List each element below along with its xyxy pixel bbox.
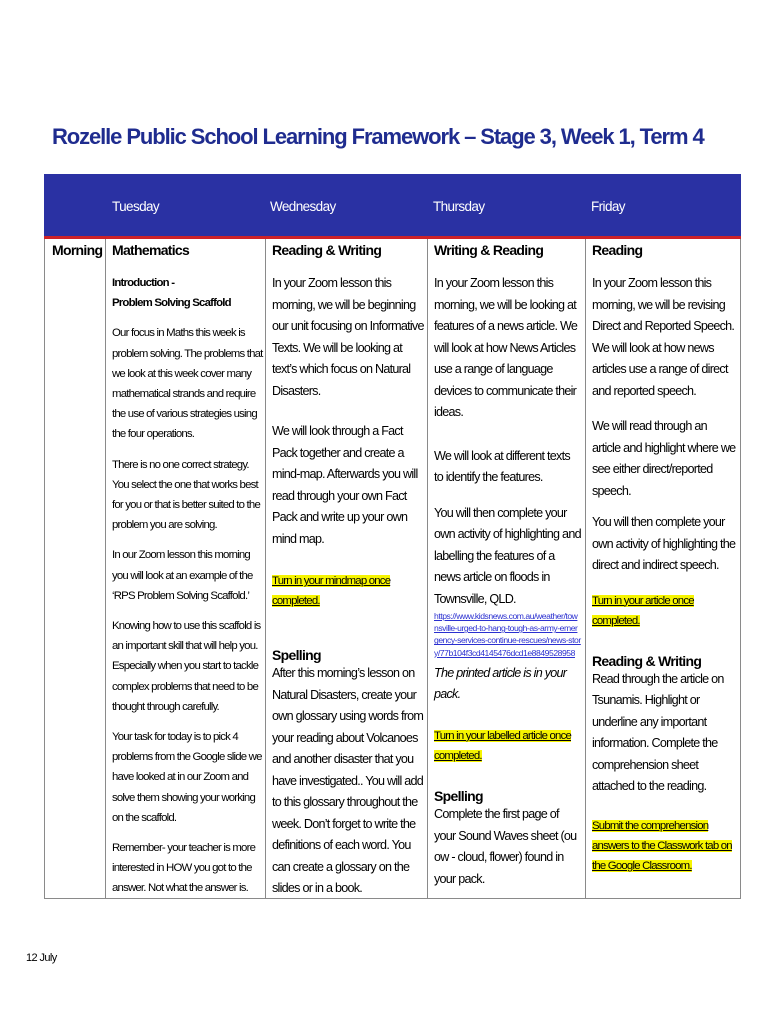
cell-tuesday [112, 242, 264, 909]
table-divider [105, 239, 106, 899]
spelling-heading: Spelling [272, 647, 321, 664]
paragraph: Complete the first page of your Sound Waves sheet (ou ow - cloud, flower) found in your pack. [434, 807, 577, 886]
table-border-left [44, 239, 45, 899]
paragraph: We will look at different texts to identify the features. [434, 448, 570, 484]
paragraph: Your task for today is to pick 4 problems from the Google slide we have looked at in our Zoom and solve them showing your working on the scaffold. [112, 731, 262, 824]
subject-heading: Reading [592, 242, 643, 258]
submit-comprehension-link[interactable]: Submit the comprehension answers to the Classwork tab on the Google Classroom. [592, 819, 732, 873]
header-day-tuesday: Tuesday [112, 199, 160, 214]
paragraph: In your Zoom lesson this morning, we will be beginning our unit focusing on Informative Texts. We will be looking at text’s which focus on Natural Disasters. [272, 276, 424, 398]
subject-heading: Writing & Reading [434, 242, 544, 258]
page-title: Rozelle Public School Learning Framework – Stage 3, Week 1, Term 4 [52, 124, 704, 149]
header-day-wednesday: Wednesday [270, 199, 336, 214]
turn-in-mindmap-link[interactable]: Turn in your mindmap once completed. [272, 575, 391, 608]
paragraph: We will read through an article and highlight where we see either direct/reported speech. [592, 419, 736, 498]
header-rule [44, 236, 741, 239]
paragraph: Read through the article on Tsunamis. Highlight or underline any important information. Complete the comprehension sheet attached to the reading. [592, 671, 724, 794]
table-divider [585, 239, 586, 899]
paragraph: In your Zoom lesson this morning, we will be revising Direct and Reported Speech. We will look at how news articles use a range of direct and reported speech. [592, 276, 735, 398]
paragraph: There is no one correct strategy. You select the one that works best for you or that is better suited to the problem you are solving. [112, 458, 260, 532]
row-label-morning: Morning [52, 242, 103, 258]
intro-line: Introduction - [112, 277, 175, 289]
cell-thursday [434, 242, 581, 902]
turn-in-article-link[interactable]: Turn in your labelled article once completed. [434, 729, 571, 763]
paragraph: Remember- your teacher is more interested in HOW you got to the answer. Not what the answer is. [112, 842, 256, 895]
footer-date: 12 July [26, 952, 57, 964]
spelling-heading: Spelling [434, 788, 483, 805]
header-day-friday: Friday [591, 199, 625, 214]
paragraph: In our Zoom lesson this morning you will look at an example of the ‘RPS Problem Solving Scaffold.’ [112, 549, 253, 602]
table-divider [265, 239, 266, 899]
table-header-band [44, 174, 741, 236]
subject-heading: Reading & Writing [272, 242, 382, 258]
paragraph: Our focus in Maths this week is problem solving. The problems that we look at this week cover many mathematical strands and require the use of various strategies using the four operations. [112, 327, 263, 441]
turn-in-article-link[interactable]: Turn in your article once completed. [592, 594, 694, 627]
paragraph: After this morning’s lesson on Natural Disasters, create your own glossary using words from your reading about Volcanoes and another disaster that you have investigated.. You will add to this glossary throughout the week. Don’t forget to write the definitions of each word. You can create a glossary on the slides or in a book. [272, 666, 424, 896]
table-divider [427, 239, 428, 899]
intro-heading [112, 273, 264, 313]
paragraph: We will look through a Fact Pack together and create a mind-map. Afterwards you will read through your own Fact Pack and write up your own mind map. [272, 424, 418, 546]
paragraph: In your Zoom lesson this morning, we will be looking at features of a news article. We will look at how News Articles use a range of language devices to communicate their ideas. [434, 276, 578, 419]
subject-heading: Mathematics [112, 242, 190, 258]
cell-friday [592, 242, 737, 887]
paragraph: You will then complete your own activity of highlighting and labelling the features of a news article on floods in Townsville, QLD. [434, 505, 581, 606]
cell-wednesday [272, 242, 425, 912]
news-article-link[interactable]: https://www.kidsnews.com.au/weather/townsville-urged-to-hang-tough-as-army-emergency-services-continue-rescues/news-story/77b104f3cd4145476dcd1e8849528958 [434, 611, 581, 658]
reading-writing-heading: Reading & Writing [592, 652, 702, 669]
paragraph: Knowing how to use this scaffold is an important skill that will help you. Especially when you start to tackle complex problems that need to be thought through carefully. [112, 620, 261, 713]
header-day-thursday: Thursday [433, 199, 485, 214]
paragraph: The printed article is in your pack. [434, 665, 567, 702]
intro-line: Problem Solving Scaffold [112, 297, 231, 310]
table-border-right [740, 239, 741, 899]
paragraph: You will then complete your own activity of highlighting the direct and indirect speech. [592, 515, 736, 572]
